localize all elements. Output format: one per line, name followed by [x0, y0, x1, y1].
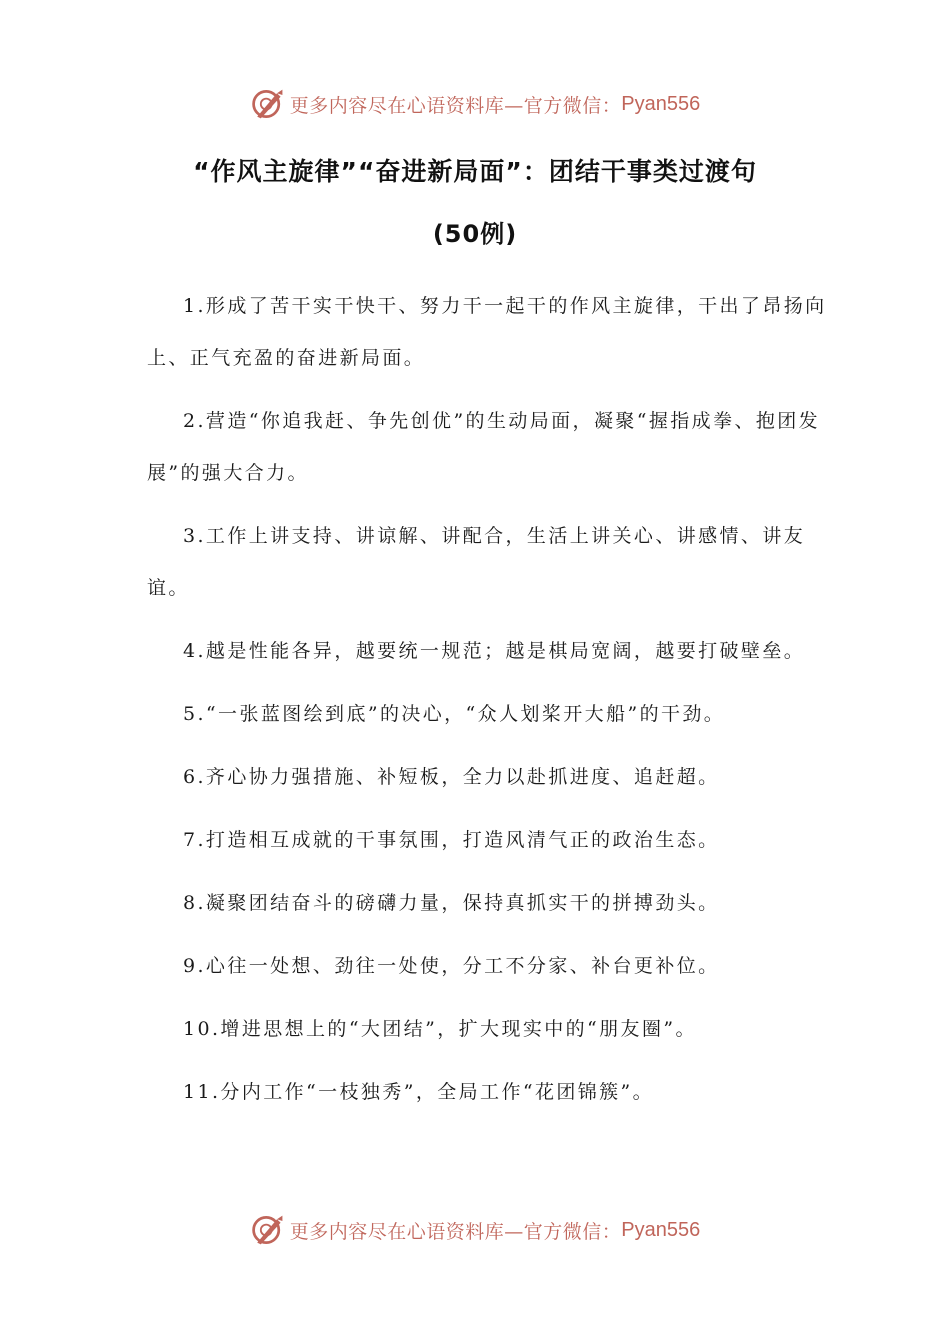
list-item: 6.齐心协力强措施、补短板，全力以赴抓进度、追赶超。: [183, 766, 720, 788]
pen-logo-icon: [250, 86, 286, 122]
list-item: 1.形成了苦干实干快干、努力干一起干的作风主旋律，干出了昂扬向上、正气充盈的奋进新局面。: [147, 295, 827, 369]
pen-logo-icon: [250, 1212, 286, 1248]
list-item: 3.工作上讲支持、讲谅解、讲配合，生活上讲关心、讲感情、讲友谊。: [147, 525, 806, 599]
list-item: 10.增进思想上的“大团结”，扩大现实中的“朋友圈”。: [183, 1018, 697, 1040]
banner-text: 更多内容尽在心语资料库—官方微信：: [289, 94, 622, 117]
list-item: 2.营造“你追我赶、争先创优”的生动局面，凝聚“握指成拳、抱团发展”的强大合力。: [147, 410, 821, 484]
list-item: 5.“一张蓝图绘到底”的决心，“众人划桨开大船”的干劲。: [183, 703, 726, 725]
header-banner: [0, 84, 950, 124]
banner-text: 更多内容尽在心语资料库—官方微信：: [289, 1220, 622, 1243]
footer-banner: [0, 1210, 950, 1250]
wechat-id: Pyan556: [621, 92, 701, 115]
wechat-id: Pyan556: [621, 1218, 701, 1241]
document-title: “作风主旋律”“奋进新局面”：团结干事类过渡句: [193, 157, 757, 186]
document-body: [147, 280, 831, 1129]
list-item: 7.打造相互成就的干事氛围，打造风清气正的政治生态。: [183, 829, 720, 851]
list-item: 9.心往一处想、劲往一处使，分工不分家、补台更补位。: [183, 955, 720, 977]
list-item: 4.越是性能各异，越要统一规范；越是棋局宽阔，越要打破壁垒。: [183, 640, 806, 662]
list-item: 11.分内工作“一枝独秀”，全局工作“花团锦簇”。: [183, 1081, 655, 1103]
document-subtitle: (50例): [432, 220, 518, 248]
list-item: 8.凝聚团结奋斗的磅礴力量，保持真抓实干的拼搏劲头。: [183, 892, 720, 914]
